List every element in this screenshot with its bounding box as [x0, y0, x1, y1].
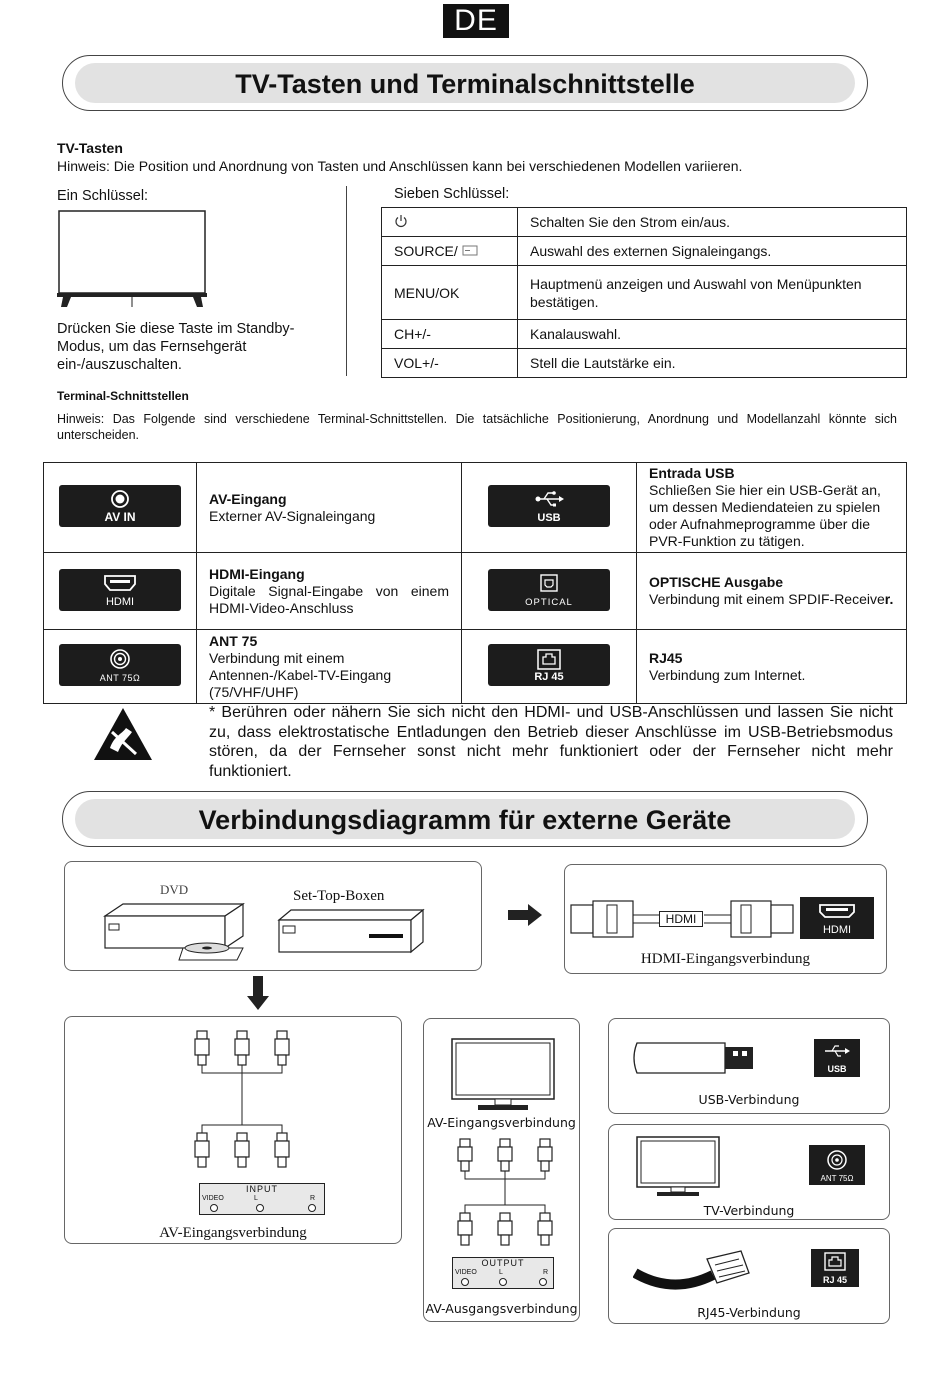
- esd-warning-icon: [92, 706, 154, 762]
- terminals-heading: Terminal-Schnittstellen: [57, 389, 189, 403]
- rca-cables-icon: [185, 1025, 295, 1205]
- input-jacks-icon: [200, 1202, 326, 1214]
- tv-front-icon: [57, 209, 207, 309]
- terminals-note: Hinweis: Das Folgende sind verschiedene Terminal-Schnittstellen. Die tatsächliche Positionierung, Anordnung und Modellanzahl könnte sich unterscheiden.: [57, 412, 897, 442]
- table-row: [382, 349, 907, 378]
- optical-icon: [534, 573, 564, 595]
- language-badge: DE: [443, 4, 509, 38]
- terminal-text-cell: Entrada USB Schließen Sie hier ein USB-Gerät an, um dessen Mediendateien zu spielen oder Aufnahmeprogramme über die PVR-Funktion zu tätigen.: [637, 463, 907, 553]
- terminal-icon-cell: [462, 553, 637, 630]
- rj45-caption: RJ45-Verbindung: [697, 1305, 801, 1320]
- terminal-text-cell: AV-Eingang Externer AV-Signaleingang: [197, 463, 462, 553]
- hdmi-cable-label: HDMI: [659, 911, 703, 927]
- key-cell: SOURCE/: [382, 237, 518, 266]
- input-panel: INPUT VIDEO L R: [199, 1183, 325, 1215]
- rj45-badge: RJ 45: [488, 644, 610, 686]
- hdmi-caption: HDMI-Eingangsverbindung: [640, 951, 811, 967]
- terminal-text-cell: RJ45 Verbindung zum Internet.: [637, 630, 907, 704]
- antenna-badge: ANT 75Ω: [59, 644, 181, 686]
- rj45-icon: [534, 648, 564, 672]
- table-row: [44, 630, 907, 704]
- table-row: [44, 463, 907, 553]
- section-banner-keys: [62, 55, 868, 111]
- optical-badge: OPTICAL: [488, 569, 610, 611]
- stb-label: Set-Top-Boxen: [293, 888, 385, 904]
- one-key-label: Ein Schlüssel:: [57, 188, 149, 204]
- usb-badge: USB: [488, 485, 610, 527]
- terminal-icon-cell: [462, 463, 637, 553]
- terminals-table: [43, 462, 907, 704]
- usb-port: USB: [814, 1039, 860, 1077]
- antenna-port: ANT 75Ω: [809, 1145, 865, 1185]
- tv-connection-box: [608, 1124, 890, 1220]
- hdmi-port: HDMI: [800, 897, 874, 939]
- rj45-connection-box: [608, 1228, 890, 1324]
- key-desc-cell: Kanalauswahl.: [518, 320, 907, 349]
- arrow-right-icon: [508, 904, 544, 926]
- tv-caption: TV-Verbindung: [703, 1203, 795, 1218]
- table-row: [382, 237, 907, 266]
- terminal-icon-cell: [44, 463, 197, 553]
- rj45-icon: [823, 1252, 847, 1272]
- source-devices-box: [64, 861, 482, 971]
- table-row: [382, 208, 907, 237]
- arrow-down-icon: [247, 976, 269, 1012]
- hdmi-badge: HDMI: [59, 569, 181, 611]
- table-row: [382, 266, 907, 320]
- key-cell: VOL+/-: [382, 349, 518, 378]
- tv-av-box: [423, 1018, 580, 1322]
- section-title-diagram: Verbindungsdiagramm für externe Geräte: [75, 799, 855, 839]
- key-desc-cell: Stell die Lautstärke ein.: [518, 349, 907, 378]
- antenna-icon: [105, 648, 135, 672]
- terminal-icon-cell: [44, 553, 197, 630]
- set-top-box-icon: [277, 908, 425, 958]
- tv-monitor-icon: [635, 1135, 721, 1199]
- terminal-icon-cell: [462, 630, 637, 704]
- output-jacks-icon: [453, 1276, 555, 1288]
- table-row: [382, 320, 907, 349]
- key-cell: [382, 208, 518, 237]
- usb-icon: [823, 1043, 851, 1059]
- key-desc-cell: Auswahl des externen Signaleingangs.: [518, 237, 907, 266]
- key-cell: MENU/OK: [382, 266, 518, 320]
- tv-av-in-caption: AV-Eingangsverbindung: [427, 1115, 576, 1130]
- rj45-port: RJ 45: [811, 1249, 859, 1287]
- usb-stick-icon: [629, 1037, 759, 1079]
- usb-connection-box: [608, 1018, 890, 1114]
- terminal-text-cell: HDMI-Eingang Digitale Signal-Eingabe von einem HDMI-Video-Anschluss: [197, 553, 462, 630]
- divider: [346, 186, 347, 376]
- section-banner-diagram: [62, 791, 868, 847]
- usb-caption: USB-Verbindung: [698, 1092, 800, 1107]
- one-key-description: Drücken Sie diese Taste im Standby-Modus, um das Fernsehgerät ein-/auszuschalten.: [57, 321, 295, 373]
- av-input-caption: AV-Eingangsverbindung: [159, 1225, 307, 1241]
- av-output-caption: AV-Ausgangsverbindung: [425, 1301, 578, 1316]
- dvd-label: DVD: [160, 882, 189, 897]
- keys-heading: TV-Tasten: [57, 140, 123, 156]
- esd-warning-text: * Berühren oder nähern Sie sich nicht den HDMI- und USB-Anschlüssen und lassen Sie nicht zu, dass elektrostatische Entladungen den Betrieb dieser Anschlüsse im USB-Betriebsmodus stören, da der Fernseher sonst nicht mehr funktioniert oder der Fernseher nicht mehr funktioniert.: [209, 704, 893, 780]
- ethernet-cable-icon: [633, 1245, 753, 1297]
- seven-keys-label: Sieben Schlüssel:: [394, 186, 510, 202]
- terminal-text-cell: ANT 75 Verbindung mit einem Antennen-/Kabel-TV-Eingang (75/VHF/UHF): [197, 630, 462, 704]
- dvd-player-icon: [97, 902, 247, 964]
- section-title-keys: TV-Tasten und Terminalschnittstelle: [75, 63, 855, 103]
- key-desc-cell: Hauptmenü anzeigen und Auswahl von Menüpunkten bestätigen.: [518, 266, 907, 320]
- hdmi-connection-box: [564, 864, 887, 974]
- table-row: [44, 553, 907, 630]
- usb-icon: [534, 489, 564, 511]
- hdmi-port-icon: [818, 903, 856, 919]
- keys-note: Hinweis: Die Position und Anordnung von Tasten und Anschlüssen kann bei verschiedenen Modellen variieren.: [57, 158, 743, 174]
- av-in-icon: [105, 489, 135, 511]
- terminal-text-cell: OPTISCHE Ausgabe Verbindung mit einem SPDIF-Receiver.: [637, 553, 907, 630]
- av-in-badge: AV IN: [59, 485, 181, 527]
- rca-cables-icon: [448, 1135, 558, 1269]
- source-icon: [462, 245, 478, 256]
- output-panel: OUTPUT VIDEO L R: [452, 1257, 554, 1289]
- key-cell: CH+/-: [382, 320, 518, 349]
- tv-monitor-icon: [450, 1037, 556, 1113]
- seven-keys-table: [381, 207, 907, 378]
- key-desc-cell: Schalten Sie den Strom ein/aus.: [518, 208, 907, 237]
- hdmi-icon: [103, 573, 137, 595]
- antenna-icon: [825, 1148, 849, 1172]
- terminal-icon-cell: [44, 630, 197, 704]
- power-icon: [394, 214, 408, 228]
- av-input-box: [64, 1016, 402, 1244]
